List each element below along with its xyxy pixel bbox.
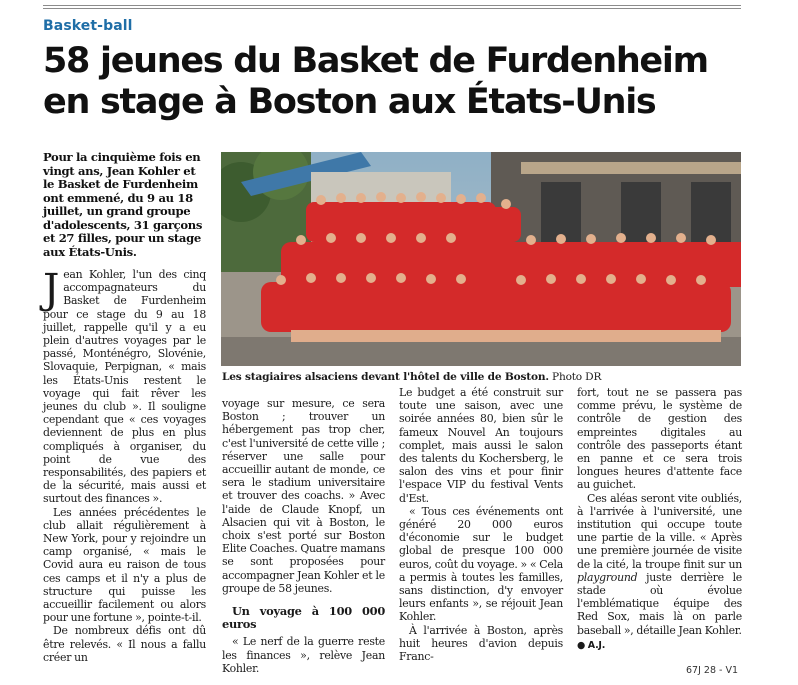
lead-paragraph: Pour la cinquième fois en vingt ans, Jean Kohler et le Basket de Furdenheim ont emmené, du 9 au 18 juillet, un grand groupe d'adolescents, 31 garçons et 27 filles, pour un stage aux États-Unis. bbox=[43, 150, 203, 259]
paragraph: Les années précédentes le club allait régulièrement à New York, pour y rejoindre un camp organisé, « mais le Covid aura eu raison de tous ces camps et il n'y a plus de structure qui puisse les accueillir facilement ou alors pour une fortune », pointe-t-il. bbox=[43, 505, 206, 625]
group-photo bbox=[221, 152, 741, 366]
author-signature: ● A.J. bbox=[577, 639, 606, 651]
paragraph bbox=[43, 265, 206, 506]
article-column-4 bbox=[577, 386, 742, 652]
photo-credit: Photo DR bbox=[552, 371, 602, 383]
page-folio: 67J 28 - V1 bbox=[686, 665, 739, 676]
photo-caption bbox=[222, 371, 742, 383]
article-column-1 bbox=[43, 265, 206, 664]
paragraph bbox=[577, 492, 742, 637]
italic-word: playground bbox=[577, 570, 638, 584]
headline-line-2: en stage à Boston aux États-Unis bbox=[43, 82, 656, 122]
paragraph: fort, tout ne se passera pas comme prévu, le système de contrôle de gestion des empreintes digitales au contrôle des passeports étant en panne et ce sera trois longues heures d'attente face au guichet. bbox=[577, 386, 742, 492]
drop-cap: J bbox=[43, 265, 60, 313]
headline bbox=[43, 41, 743, 123]
paragraph-text: juste derrière le stade où évolue l'emblématique équipe des Red Sox, mais là on parle baseball », détaille Jean Kohler. bbox=[577, 570, 742, 637]
paragraph-text: ean Kohler, l'un des cinq accompagnateurs du Basket de Furdenheim pour ce stage du 9 au 18 juillet, rappelle qu'il y a eu plein d'autres voyages par le passé, Monténégro, Slovénie, Slovaquie, Perpignan, « mais les États-Unis restent le voyage qui fait rêver les jeunes du club ». Il souligne cependant que « ces voyages deviennent de plus en plus compliqués à organiser, du point de vue des responsabilités, des papiers et de la sécurité, mais aussi et surtout des finances ». bbox=[43, 268, 206, 506]
paragraph: « Tous ces événements ont généré 20 000 euros d'économie sur le budget global de presque 100 000 euros, coût du voyage. » « Cela a permis à toutes les familles, sans distinction, d'y envoyer leurs enfants », se réjouit Jean Kohler. bbox=[399, 504, 563, 624]
paragraph: voyage sur mesure, ce sera Boston ; trouver un hébergement pas trop cher, c'est l'université de cette ville ; réserver une salle pour accueillir autant de monde, ce sera le stadium universitaire et trouver des coachs. » Avec l'aide de Claude Knopf, un Alsacien qui vit à Boston, le choix s'est porté sur Boston Elite Coaches. Quatre mamans se sont proposées pour accompagner Jean Kohler et le groupe de 58 jeunes. bbox=[222, 397, 385, 595]
caption-text: Les stagiaires alsaciens devant l'hôtel de ville de Boston. bbox=[222, 371, 549, 383]
paragraph-text: Ces aléas seront vite oubliés, à l'arrivée à l'université, une institution qui occupe toute une partie de la ville. « Après une première journée de visite de la cité, la troupe finit sur un bbox=[577, 491, 742, 571]
article-column-3 bbox=[399, 386, 563, 663]
paragraph: De nombreux défis ont dû être relevés. « Il nous a fallu créer un bbox=[43, 624, 206, 664]
subheading: Un voyage à 100 000 euros bbox=[222, 604, 385, 632]
headline-line-1: 58 jeunes du Basket de Furdenheim bbox=[43, 41, 708, 81]
top-rule bbox=[43, 5, 741, 9]
paragraph: À l'arrivée à Boston, après huit heures d'avion depuis Franc- bbox=[399, 623, 563, 664]
section-rubric: Basket-ball bbox=[43, 18, 133, 34]
paragraph: « Le nerf de la guerre reste les finances », relève Jean Kohler. bbox=[222, 635, 385, 675]
paragraph: Le budget a été construit sur toute une saison, avec une soirée années 80, bien sûr le fameux Nouvel An toujours complet, mais aussi le salon des talents du Kochersberg, le salon des vins et pour finir l'espace VIP du festival Vents d'Est. bbox=[399, 386, 563, 505]
article-column-2 bbox=[222, 397, 385, 675]
